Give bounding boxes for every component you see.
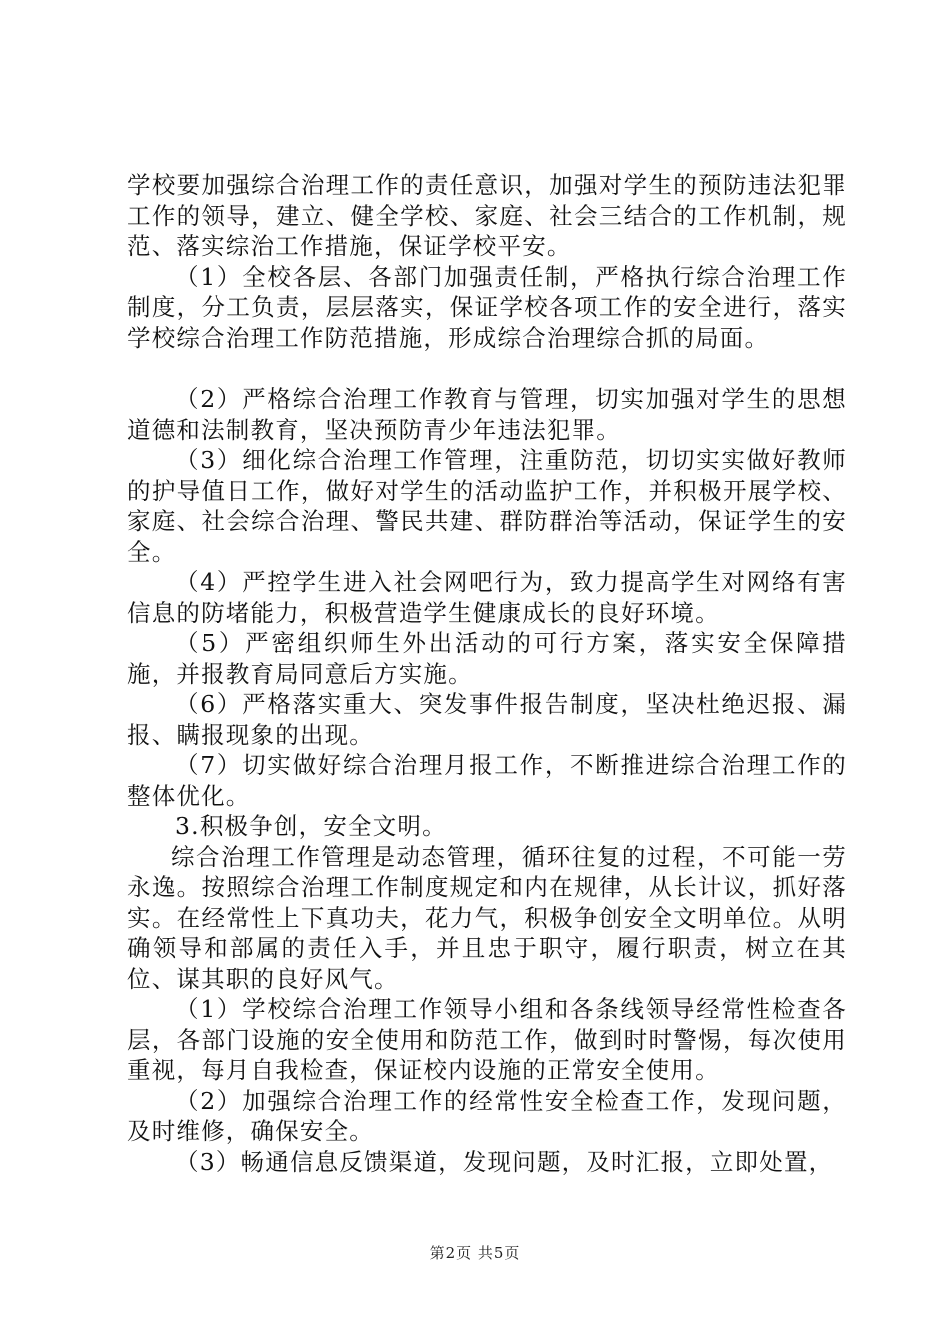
paragraph-section-intro: 综合治理工作管理是动态管理，循环往复的过程，不可能一劳永逸。按照综合治理工作制度规定和内在规律，从长计议，抓好落实。在经常性上下真功夫，花力气，积极争创安全文明单位。从明确领导和部属的责任入手，并且忠于职守，履行职责，树立在其位、谋其职的良好风气。 bbox=[127, 842, 847, 993]
paragraph-section-item-1: （1）学校综合治理工作领导小组和各条线领导经常性检查各层，各部门设施的安全使用和防范工作，做到时时警惕，每次使用重视，每月自我检查，保证校内设施的正常安全使用。 bbox=[127, 995, 847, 1084]
paragraph-item-4: （4）严控学生进入社会网吧行为，致力提高学生对网络有害信息的防堵能力，积极营造学生健康成长的良好环境。 bbox=[127, 568, 847, 627]
section-heading: 3.积极争创，安全文明。 bbox=[175, 812, 447, 840]
paragraph-section-item-3: （3）畅通信息反馈渠道，发现问题，及时汇报，立即处置， bbox=[175, 1147, 834, 1176]
paragraph-item-1: （1）全校各层、各部门加强责任制，严格执行综合治理工作制度，分工负责，层层落实，保证学校各项工作的安全进行，落实学校综合治理工作防范措施，形成综合治理综合抓的局面。 bbox=[127, 262, 847, 352]
page-number-footer: 第2页 共5页 bbox=[429, 1244, 521, 1262]
paragraph-item-3: （3）细化综合治理工作管理，注重防范，切切实实做好教师的护导值日工作，做好对学生的活动监护工作，并积极开展学校、家庭、社会综合治理、警民共建、群防群治等活动，保证学生的安全。 bbox=[127, 446, 847, 566]
paragraph-item-2: （2）严格综合治理工作教育与管理，切实加强对学生的思想道德和法制教育，坚决预防青少年违法犯罪。 bbox=[127, 385, 847, 444]
paragraph-item-6: （6）严格落实重大、突发事件报告制度，坚决杜绝迟报、漏报、瞒报现象的出现。 bbox=[127, 690, 847, 749]
paragraph-gap bbox=[127, 353, 847, 384]
document-body bbox=[127, 170, 847, 1177]
paragraph-item-7: （7）切实做好综合治理月报工作，不断推进综合治理工作的整体优化。 bbox=[127, 751, 847, 810]
paragraph-section-item-2: （2）加强综合治理工作的经常性安全检查工作，发现问题，及时维修，确保安全。 bbox=[127, 1086, 847, 1145]
paragraph-item-5: （5）严密组织师生外出活动的可行方案，落实安全保障措施，并报教育局同意后方实施。 bbox=[127, 629, 847, 688]
paragraph-intro: 学校要加强综合治理工作的责任意识，加强对学生的预防违法犯罪工作的领导，建立、健全学校、家庭、社会三结合的工作机制，规范、落实综治工作措施，保证学校平安。 bbox=[127, 171, 847, 260]
